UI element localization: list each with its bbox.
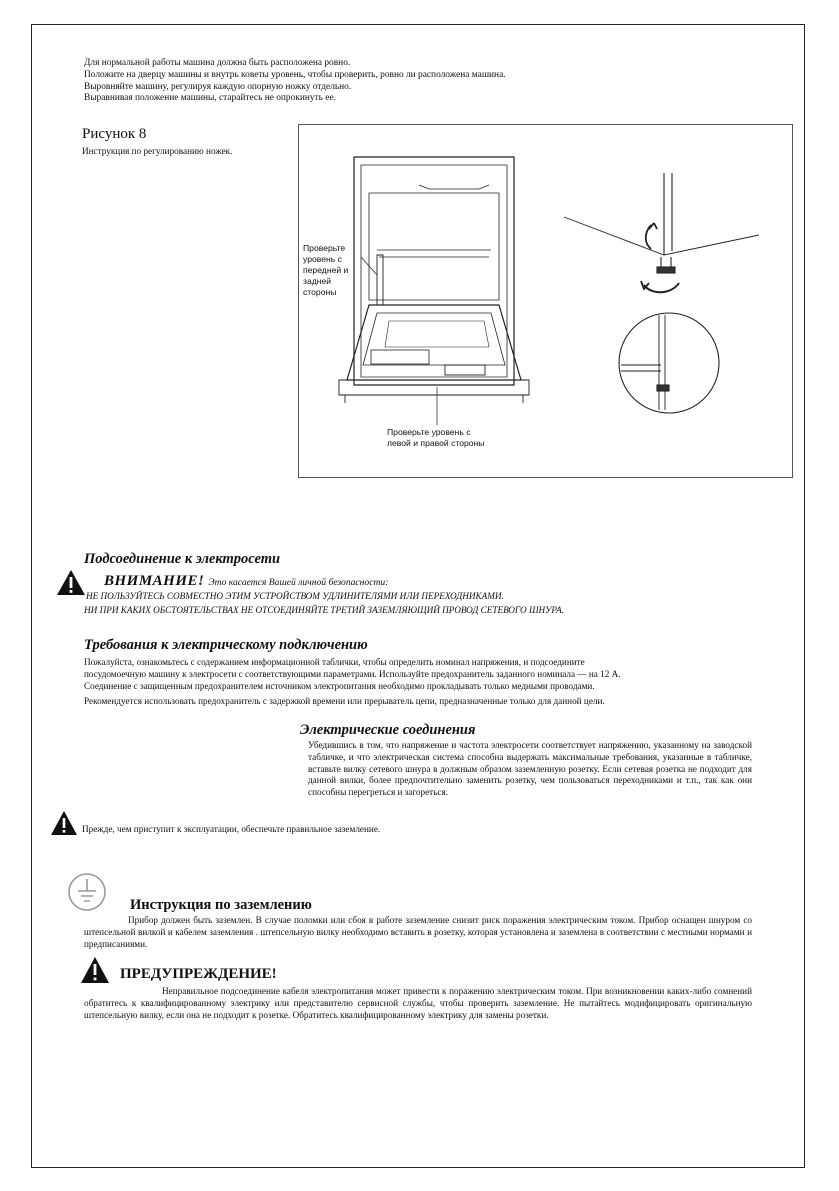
warning-triangle-icon xyxy=(50,810,78,836)
caution-heading: ПРЕДУПРЕЖДЕНИЕ! xyxy=(120,966,277,982)
attention-word: ВНИМАНИЕ! xyxy=(104,573,205,589)
label-front-back-line: стороны xyxy=(303,287,337,297)
attention-line xyxy=(104,572,388,590)
connections-text: Убедившись в том, что напряжение и частота электросети соответствует напряжению, указанному на заводской табличке, и что электрическая система способна выдержать максимальные требования, указанные в табличке, вставьте вилку сетевого шнура в должным образом заземленную розетку. Если сетевая розетка не подходит для данной вилки, более предпочтительно заменить розетку, чем пользоваться переходниками и т.п., так как они способны перегреться и загореться. xyxy=(308,740,752,798)
attention-note: Это касается Вашей личной безопасности: xyxy=(208,577,389,588)
figure-illustration xyxy=(298,124,793,478)
grounding-heading: Инструкция по заземлению xyxy=(130,897,312,913)
electric-heading: Подсоединение к электросети xyxy=(84,551,281,567)
figure-title: Рисунок 8 xyxy=(82,126,147,142)
warning-line-1: НЕ ПОЛЬЗУЙТЕСЬ СОВМЕСТНО ЭТИМ УСТРОЙСТВОМ УДЛИНИТЕЛЯМИ ИЛИ ПЕРЕХОДНИКАМИ. xyxy=(86,591,504,601)
dishwasher-drawing xyxy=(339,157,529,425)
connections-heading: Электрические соединения xyxy=(300,722,476,738)
requirements-line: Соединение с защищенным предохранителем источником электропитания необходимо прокладывать только медными проводами. xyxy=(84,681,595,691)
grounding-text: Прибор должен быть заземлен. В случае поломки или сбоя в работе заземление снизит риск поражения электрическим током. Прибор оснащен шнуром со штепсельной вилкой и кабелем заземления . штепсельную вилку необходимо вставить в розетку, которая установлена и заземлена в соответствии с местными нормами и предписаниями. xyxy=(84,915,752,950)
requirements-heading: Требования к электрическому подключению xyxy=(84,637,368,653)
intro-line: Для нормальной работы машина должна быть расположена ровно. xyxy=(84,58,351,68)
requirements-line: Пожалуйста, ознакомьтесь с содержанием информационной таблички, чтобы определить номинал напряжения, и подсоедините xyxy=(84,657,585,667)
warning-triangle-icon xyxy=(56,569,86,596)
label-front-back-line: передней и xyxy=(303,265,349,275)
caution-text: Неправильное подсоединение кабеля электропитания может привести к поражению электрическим током. При возникновении каких-либо сомнений обратитесь к квалифицированному электрику или представителю сервисной службы, чтобы проверить заземление. Не пытайтесь модифицировать оригинальную штепсельную вилку, если она не подходит к розетке. Обратитесь квалифицированному электрику для замены розетки. xyxy=(84,986,752,1021)
label-left-right-line: левой и правой стороны xyxy=(387,438,485,448)
intro-line: Выравнивая положение машины, старайтесь не опрокинуть ее. xyxy=(84,93,336,104)
requirements-line: посудомоечную машину к электросети с соответствующими параметрами. Используйте предохранитель заданного номинала — на 12 А. xyxy=(84,669,621,679)
requirements-line: Рекомендуется использовать предохранитель с задержкой времени или прерыватель цепи, предназначенные только для данной цели. xyxy=(84,696,605,706)
dishwasher-leveling-diagram xyxy=(299,125,794,479)
grounding-note: Прежде, чем приступит к эксплуатации, обеспечьте правильное заземление. xyxy=(82,824,381,834)
label-front-back-line: задней xyxy=(303,276,332,286)
intro-line: Положите на дверцу машины и внутрь коветы уровень, чтобы проверить, ровно ли расположена машина. xyxy=(84,69,506,80)
label-front-back-line: уровень с xyxy=(303,254,342,264)
label-left-right-line: Проверьте уровень с xyxy=(387,427,471,437)
warning-triangle-icon xyxy=(80,956,110,984)
label-front-back-line: Проверьте xyxy=(303,243,346,253)
leg-detail-drawing xyxy=(564,173,759,413)
intro-line: Выровняйте машину, регулируя каждую опорную ножку отдельно. xyxy=(84,81,352,92)
intro-text xyxy=(84,58,704,105)
ground-symbol-icon xyxy=(67,872,107,912)
figure-subtitle: Инструкция по регулированию ножек. xyxy=(82,146,233,156)
requirements-text xyxy=(84,656,764,707)
warning-line-2: НИ ПРИ КАКИХ ОБСТОЯТЕЛЬСТВАХ НЕ ОТСОЕДИНЯЙТЕ ТРЕТИЙ ЗАЗЕМЛЯЮЩИЙ ПРОВОД СЕТЕВОГО ШНУРА. xyxy=(84,605,565,615)
figure-labels xyxy=(303,243,484,448)
